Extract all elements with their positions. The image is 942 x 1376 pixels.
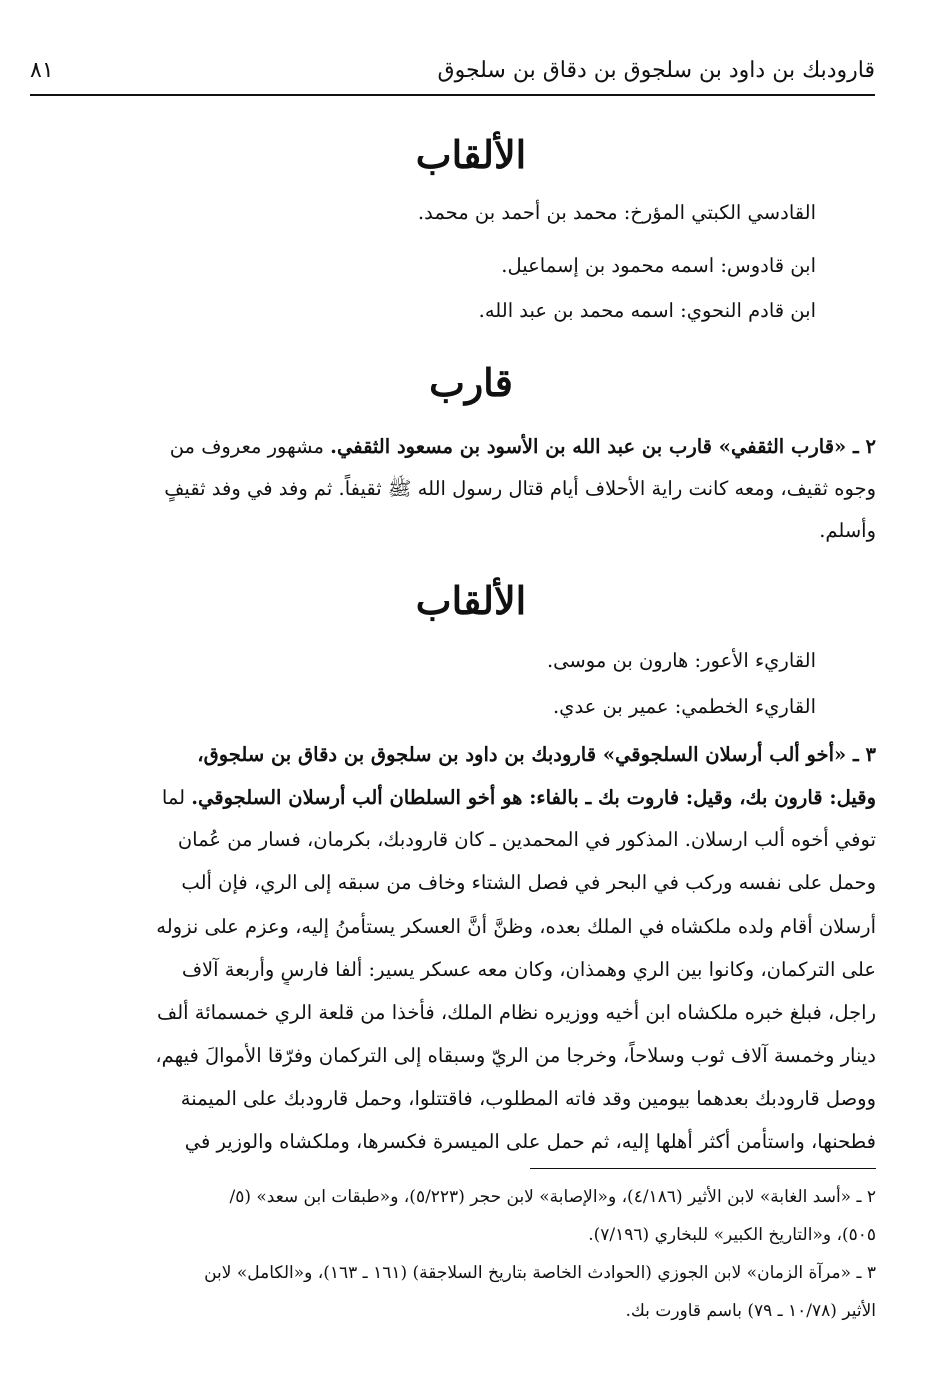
entry-line: ابن قادم النحوي: اسمه محمد بن عبد الله. [478, 299, 816, 322]
entry-3-alias: وقيل: قارون بك، وقيل: فاروت بك ـ بالفاء: هو أخو السلطان ألب أرسلان السلجوقي. [191, 786, 876, 809]
footnote-line: ٥٠٥)، و«التاريخ الكبير» للبخاري (٧/١٩٦). [588, 1225, 876, 1245]
entry-3-body-line: راجل، فبلغ خبره ملكشاه ابن أخيه ووزيره نظام الملك، فأخذا من قلعة الري خمسمائة ألف [157, 1001, 876, 1024]
page-header [30, 52, 875, 96]
footnote-line: ٣ ـ «مرآة الزمان» لابن الجوزي (الحوادث الخاصة بتاريخ السلاجقة) (١٦١ ـ ١٦٣)، و«الكامل» لابن [204, 1263, 876, 1283]
running-title: قارودبك بن داود بن سلجوق بن دقاق بن سلجوق [437, 58, 875, 83]
page-number: ٨١ [30, 58, 54, 83]
entry-line: القاريء الخطمي: عمير بن عدي. [552, 695, 816, 718]
section-heading-alqab-2: الألقاب [415, 578, 527, 623]
entry-line: القادسي الكبتي المؤرخ: محمد بن أحمد بن محمد. [417, 201, 816, 224]
entry-3-body-line: على التركمان، وكانوا بين الري وهمذان، وكان معه عسكر يسير: ألفا فارسٍ وأربعة آلاف [181, 958, 876, 981]
entry-3-body-line: دينار وخمسة آلاف ثوب وسلاحاً، وخرجا من الريّ وسبقاه إلى التركمان وفرّقا الأموالَ فيهم، [155, 1044, 876, 1067]
footnote-line: الأثير (١٠/٧٨ ـ ٧٩) باسم قاورت بك. [625, 1301, 876, 1321]
entry-line: ابن قادوس: اسمه محمود بن إسماعيل. [501, 254, 816, 277]
section-heading-alqab-1: الألقاب [415, 132, 527, 177]
entry-3-body-line: فطحنها، واستأمن أكثر أهلها إليه، ثم حمل على الميسرة فكسرها، وملكشاه والوزير في [184, 1130, 876, 1153]
entry-3-body-line: توفي أخوه ألب ارسلان. المذكور في المحمدين ـ كان قارودبك، بكرمان، فسار من عُمان [177, 828, 876, 851]
entry-3-line-2 [40, 783, 876, 813]
entry-3-body-line: ووصل قارودبك بعدهما بيومين وقد فاته المطلوب، فاقتتلوا، وحمل قارودبك على الميمنة [180, 1087, 876, 1110]
entry-3-text: لما [161, 786, 192, 809]
entry-3-body-line: وحمل على نفسه وركب في البحر في فصل الشتاء وخاف من سبقه إلى الري، فإن ألب [181, 871, 876, 894]
entry-2-line-1 [40, 432, 876, 462]
footnote-divider [530, 1168, 876, 1169]
entry-3-line-1: ٣ ـ «أخو ألب أرسلان السلجوقي» قارودبك بن داود بن سلجوق بن دقاق بن سلجوق، [197, 743, 876, 766]
entry-line: القاريء الأعور: هارون بن موسى. [546, 649, 816, 672]
footnote-line: ٢ ـ «أسد الغابة» لابن الأثير (٤/١٨٦)، و«الإصابة» لابن حجر (٥/٢٢٣)، و«طبقات ابن سعد» (٥/ [229, 1187, 876, 1207]
entry-2-line-2: وجوه ثقيف، ومعه كانت راية الأحلاف أيام قتال رسول الله ﷺ ثقيفاً. ثم وفد في وفد ثقيفٍ [164, 477, 876, 500]
entry-2-line-3: وأسلم. [819, 519, 876, 542]
entry-3-body-line: أرسلان أقام ولده ملكشاه في الملك بعده، وظنَّ أنَّ العسكر يستأمنُ إليه، وعزم على نزوله [156, 915, 876, 938]
section-heading-qarib: قارب [429, 360, 513, 405]
entry-2-title: ٢ ـ «قارب الثقفي» قارب بن عبد الله بن الأسود بن مسعود الثقفي. [330, 435, 876, 458]
entry-2-text: مشهور معروف من [169, 435, 331, 458]
